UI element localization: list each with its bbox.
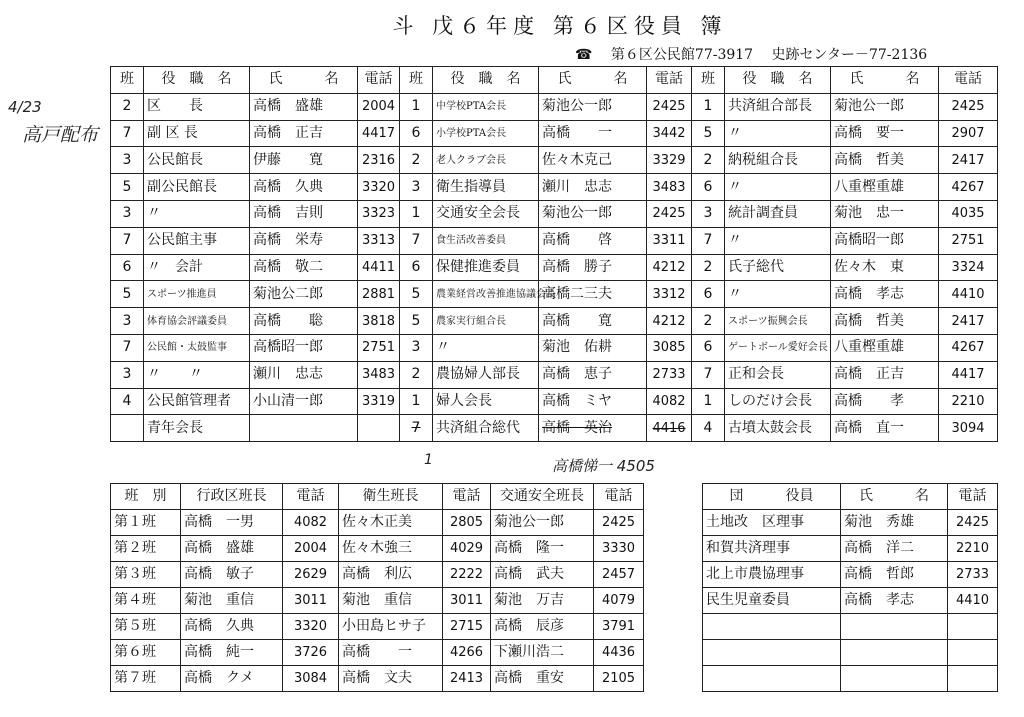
officer-cell: 5 — [400, 281, 433, 308]
officer-cell: 3313 — [358, 227, 400, 254]
han-leader-table — [110, 483, 644, 692]
officer-header-cell: 電話 — [939, 67, 998, 94]
officer-cell: 3818 — [358, 308, 400, 335]
group-cell: 4410 — [948, 588, 998, 614]
han-cell: 小田島ヒサ子 — [339, 614, 443, 640]
officer-cell: 7 — [692, 361, 725, 388]
han-cell: 高橋 利広 — [339, 562, 443, 588]
han-cell: 3726 — [283, 640, 339, 666]
officer-cell: 3324 — [939, 254, 998, 281]
officer-cell: 公民館管理者 — [144, 388, 250, 415]
officer-cell: 高橋 啓 — [539, 227, 647, 254]
officer-cell: 保健推進委員 — [433, 254, 539, 281]
officer-cell: 統計調査員 — [725, 200, 831, 227]
group-cell — [948, 640, 998, 666]
group-header-cell: 氏 名 — [841, 484, 948, 510]
officer-cell: 2210 — [939, 388, 998, 415]
officer-cell: 〃 — [725, 120, 831, 147]
officer-cell: 3483 — [647, 174, 692, 201]
officer-cell: 4212 — [647, 254, 692, 281]
officer-cell: 4417 — [358, 120, 400, 147]
han-cell: 2222 — [443, 562, 491, 588]
han-cell: 高橋 辰彦 — [491, 614, 594, 640]
han-cell: 高橋 隆一 — [491, 536, 594, 562]
officer-cell: 3323 — [358, 200, 400, 227]
officer-cell: 3 — [111, 147, 144, 174]
han-header-row — [111, 484, 644, 510]
group-cell — [703, 666, 841, 692]
officer-cell: 3319 — [358, 388, 400, 415]
officer-cell: 3085 — [647, 334, 692, 361]
officer-cell: 7 — [692, 227, 725, 254]
officer-cell: 6 — [692, 334, 725, 361]
group-cell: 土地改 区理事 — [703, 510, 841, 536]
officer-cell: 2 — [692, 308, 725, 335]
officer-cell: 3094 — [939, 415, 998, 442]
officer-cell: 菊池公一郎 — [539, 200, 647, 227]
han-row — [111, 640, 644, 666]
officer-cell: 4082 — [647, 388, 692, 415]
officer-cell: 〃 〃 — [144, 361, 250, 388]
officer-cell: 1 — [400, 93, 433, 120]
officer-row — [111, 147, 998, 174]
han-cell: 3320 — [283, 614, 339, 640]
officer-cell: 〃 — [725, 227, 831, 254]
officer-row — [111, 388, 998, 415]
officer-cell: 衛生指導員 — [433, 174, 539, 201]
officer-cell: 3 — [400, 174, 433, 201]
officer-cell: 公民館・太鼓監事 — [144, 334, 250, 361]
officer-cell: 4212 — [647, 308, 692, 335]
officer-cell: 4 — [692, 415, 725, 442]
han-cell: 第５班 — [111, 614, 181, 640]
group-cell: 2425 — [948, 510, 998, 536]
officer-cell: 2907 — [939, 120, 998, 147]
han-cell: 2457 — [594, 562, 644, 588]
officer-cell: 共済組合総代 — [433, 415, 539, 442]
han-cell: 菊池 重信 — [339, 588, 443, 614]
han-cell: 3011 — [283, 588, 339, 614]
officer-cell: 菊池公二郎 — [250, 281, 358, 308]
phone-line — [575, 44, 941, 64]
officer-cell: 副 区 長 — [144, 120, 250, 147]
officer-cell: 6 — [400, 254, 433, 281]
officer-cell: 区 長 — [144, 93, 250, 120]
officer-cell: 5 — [111, 174, 144, 201]
officer-cell: 高橋 久典 — [250, 174, 358, 201]
han-row — [111, 510, 644, 536]
handwritten-date: 4/23 — [8, 98, 42, 116]
officer-cell: 高橋 英治 — [539, 415, 647, 442]
officer-cell: 高橋 哲美 — [831, 147, 939, 174]
officer-row — [111, 120, 998, 147]
officer-cell: 4035 — [939, 200, 998, 227]
officer-cell: 6 — [692, 174, 725, 201]
officer-cell: 老人クラブ会長 — [433, 147, 539, 174]
officer-header-cell: 氏 名 — [250, 67, 358, 94]
officer-cell: 公民館長 — [144, 147, 250, 174]
officer-cell: 2751 — [939, 227, 998, 254]
officer-cell: 4267 — [939, 334, 998, 361]
officer-cell: 高橋 一 — [539, 120, 647, 147]
officer-cell: 高橋 要一 — [831, 120, 939, 147]
group-row — [703, 614, 998, 640]
group-cell — [948, 666, 998, 692]
officer-cell: 共済組合部長 — [725, 93, 831, 120]
han-cell: 菊池公一郎 — [491, 510, 594, 536]
officer-cell: 5 — [400, 308, 433, 335]
officer-cell: 3442 — [647, 120, 692, 147]
officer-cell: 納税組合長 — [725, 147, 831, 174]
han-cell: 2105 — [594, 666, 644, 692]
han-cell: 下瀬川浩二 — [491, 640, 594, 666]
officer-cell: 伊藤 寛 — [250, 147, 358, 174]
officer-cell: 2417 — [939, 147, 998, 174]
officer-cell: 佐々木 東 — [831, 254, 939, 281]
officer-cell: 高橋 孝志 — [831, 281, 939, 308]
officer-row — [111, 334, 998, 361]
group-header-cell: 団 役員 — [703, 484, 841, 510]
officer-cell: 6 — [400, 120, 433, 147]
officer-cell: 3483 — [358, 361, 400, 388]
officer-cell: 1 — [400, 200, 433, 227]
officer-cell: 菊池公一郎 — [831, 93, 939, 120]
officer-cell: 〃 — [725, 281, 831, 308]
officer-cell: 3311 — [647, 227, 692, 254]
officer-cell: 農家実行組合長 — [433, 308, 539, 335]
officer-cell: 2425 — [647, 200, 692, 227]
officer-cell: 公民館主事 — [144, 227, 250, 254]
han-cell: 菊池 万吉 — [491, 588, 594, 614]
han-cell: 2004 — [283, 536, 339, 562]
officer-cell: 4411 — [358, 254, 400, 281]
officer-cell: 青年会長 — [144, 415, 250, 442]
officer-cell: スポーツ振興会長 — [725, 308, 831, 335]
officer-header-cell: 班 — [400, 67, 433, 94]
officer-cell: 4410 — [939, 281, 998, 308]
officer-cell: 高橋 直一 — [831, 415, 939, 442]
officer-cell: 高橋 正吉 — [250, 120, 358, 147]
han-header-cell: 行政区班長 — [181, 484, 283, 510]
officer-cell: 3329 — [647, 147, 692, 174]
officer-cell: 1 — [400, 388, 433, 415]
han-row — [111, 588, 644, 614]
han-cell: 第４班 — [111, 588, 181, 614]
han-cell: 高橋 武夫 — [491, 562, 594, 588]
officer-cell: 食生活改善委員 — [433, 227, 539, 254]
han-cell: 高橋 クメ — [181, 666, 283, 692]
officer-row — [111, 93, 998, 120]
officer-cell: 2004 — [358, 93, 400, 120]
officer-header-cell: 班 — [111, 67, 144, 94]
officer-cell: 3 — [111, 308, 144, 335]
officer-cell: 菊池 佑耕 — [539, 334, 647, 361]
officer-cell: 2 — [400, 361, 433, 388]
officer-cell: 6 — [692, 281, 725, 308]
han-cell: 高橋 一 — [339, 640, 443, 666]
handwritten-correction: 高橋悌一 4505 — [552, 457, 655, 475]
officer-cell: 4416 — [647, 415, 692, 442]
han-row — [111, 536, 644, 562]
officer-cell — [250, 415, 358, 442]
han-header-cell: 電話 — [594, 484, 644, 510]
officer-row — [111, 227, 998, 254]
officer-cell: 古墳太鼓会長 — [725, 415, 831, 442]
han-cell: 4079 — [594, 588, 644, 614]
officer-cell: 2 — [692, 147, 725, 174]
officer-header-row — [111, 67, 998, 94]
group-row — [703, 588, 998, 614]
group-cell — [841, 666, 948, 692]
officer-cell: 小学校PTA会長 — [433, 120, 539, 147]
officer-header-cell: 役 職 名 — [725, 67, 831, 94]
han-header-cell: 交通安全班長 — [491, 484, 594, 510]
group-cell: 2210 — [948, 536, 998, 562]
officer-cell: 〃 — [725, 174, 831, 201]
officer-cell: 氏子総代 — [725, 254, 831, 281]
group-cell: 和賀共済理事 — [703, 536, 841, 562]
officer-row — [111, 308, 998, 335]
group-header-cell: 電話 — [948, 484, 998, 510]
officer-row — [111, 415, 998, 442]
officer-cell: 高橋 吉則 — [250, 200, 358, 227]
officer-cell: 〃 — [144, 200, 250, 227]
kominkan-phone: 第６区公民館77-3917 — [610, 47, 754, 63]
officer-cell: 中学校PTA会長 — [433, 93, 539, 120]
officer-cell: 5 — [111, 281, 144, 308]
officer-cell: 3312 — [647, 281, 692, 308]
officer-cell: 副公民館長 — [144, 174, 250, 201]
officer-cell: 3320 — [358, 174, 400, 201]
han-row — [111, 666, 644, 692]
officer-table — [110, 66, 998, 442]
officer-cell: 3 — [400, 334, 433, 361]
officer-cell: 高橋 ミヤ — [539, 388, 647, 415]
officer-cell: 2 — [400, 147, 433, 174]
officer-cell: 八重樫重雄 — [831, 334, 939, 361]
officer-cell: 2751 — [358, 334, 400, 361]
officer-header-cell: 電話 — [647, 67, 692, 94]
han-header-cell: 電話 — [283, 484, 339, 510]
officer-cell — [358, 415, 400, 442]
officer-cell: 2 — [692, 254, 725, 281]
han-cell: 2629 — [283, 562, 339, 588]
group-header-row — [703, 484, 998, 510]
group-row — [703, 640, 998, 666]
officer-cell: 高橋 敬二 — [250, 254, 358, 281]
officer-cell: 婦人会長 — [433, 388, 539, 415]
group-cell: 高橋 洋二 — [841, 536, 948, 562]
officer-cell: 7 — [111, 120, 144, 147]
han-cell: 4082 — [283, 510, 339, 536]
han-cell: 高橋 重安 — [491, 666, 594, 692]
page-title: 斗 戊６年度 第６区役員 簿 — [392, 14, 728, 38]
group-cell — [841, 614, 948, 640]
han-cell: 4436 — [594, 640, 644, 666]
telephone-icon: ☎ — [575, 47, 593, 63]
officer-cell: 高橋 寛 — [539, 308, 647, 335]
han-cell: 高橋 純一 — [181, 640, 283, 666]
officer-cell: 瀬川 忠志 — [539, 174, 647, 201]
han-cell: 第３班 — [111, 562, 181, 588]
officer-cell: 八重樫重雄 — [831, 174, 939, 201]
officer-cell: 高橋二三夫 — [539, 281, 647, 308]
han-cell: 3791 — [594, 614, 644, 640]
group-cell: 2733 — [948, 562, 998, 588]
officer-cell: ゲートボール愛好会長 — [725, 334, 831, 361]
han-cell: 菊池 重信 — [181, 588, 283, 614]
officer-cell: 2417 — [939, 308, 998, 335]
han-cell: 第１班 — [111, 510, 181, 536]
han-cell: 高橋 久典 — [181, 614, 283, 640]
han-cell: 高橋 敏子 — [181, 562, 283, 588]
han-cell: 第６班 — [111, 640, 181, 666]
officer-header-cell: 班 — [692, 67, 725, 94]
officer-cell: 3 — [111, 361, 144, 388]
officer-cell: スポーツ推進員 — [144, 281, 250, 308]
han-cell: 高橋 文夫 — [339, 666, 443, 692]
group-cell — [948, 614, 998, 640]
officer-cell: 3 — [111, 200, 144, 227]
officer-row — [111, 281, 998, 308]
officer-cell: 2425 — [647, 93, 692, 120]
group-row — [703, 562, 998, 588]
officer-cell: 瀬川 忠志 — [250, 361, 358, 388]
han-cell: 3330 — [594, 536, 644, 562]
group-cell: 高橋 哲郎 — [841, 562, 948, 588]
officer-row — [111, 254, 998, 281]
officer-cell: 2316 — [358, 147, 400, 174]
officer-cell: 交通安全会長 — [433, 200, 539, 227]
officer-cell: 〃 — [433, 334, 539, 361]
officer-cell: 高橋 哲美 — [831, 308, 939, 335]
group-row — [703, 536, 998, 562]
han-row — [111, 562, 644, 588]
officer-cell: 農業経営改善推進協議会長 — [433, 281, 539, 308]
shiseki-center-phone: 史跡センター－77-2136 — [771, 47, 928, 63]
officer-cell: 5 — [692, 120, 725, 147]
officer-row — [111, 200, 998, 227]
officer-header-cell: 氏 名 — [831, 67, 939, 94]
han-cell: 2425 — [594, 510, 644, 536]
han-cell: 第２班 — [111, 536, 181, 562]
officer-cell: 6 — [111, 254, 144, 281]
officer-row — [111, 361, 998, 388]
han-cell: 2805 — [443, 510, 491, 536]
han-header-cell: 電話 — [443, 484, 491, 510]
han-cell: 佐々木強三 — [339, 536, 443, 562]
officer-cell: 菊池公一郎 — [539, 93, 647, 120]
handwritten-mark: 1 — [424, 452, 433, 468]
han-cell: 2413 — [443, 666, 491, 692]
officer-header-cell: 役 職 名 — [433, 67, 539, 94]
han-header-cell: 衛生班長 — [339, 484, 443, 510]
officer-cell: 3 — [692, 200, 725, 227]
handwritten-distribution-note: 高戸配布 — [22, 124, 99, 146]
han-cell: 第７班 — [111, 666, 181, 692]
group-cell — [841, 640, 948, 666]
officer-cell: 高橋 孝 — [831, 388, 939, 415]
officer-cell: 7 — [111, 227, 144, 254]
group-cell: 高橋 孝志 — [841, 588, 948, 614]
han-cell: 3084 — [283, 666, 339, 692]
han-cell: 4029 — [443, 536, 491, 562]
han-cell: 佐々木正美 — [339, 510, 443, 536]
officer-cell: 1 — [692, 388, 725, 415]
officer-header-cell: 役 職 名 — [144, 67, 250, 94]
officer-cell: 佐々木克己 — [539, 147, 647, 174]
officer-row — [111, 174, 998, 201]
officer-cell: 2 — [111, 93, 144, 120]
group-cell: 民生児童委員 — [703, 588, 841, 614]
officer-cell: 7 — [111, 334, 144, 361]
officer-cell: 高橋 正吉 — [831, 361, 939, 388]
officer-cell: 高橋 栄寿 — [250, 227, 358, 254]
officer-cell: 2425 — [939, 93, 998, 120]
officer-header-cell: 電話 — [358, 67, 400, 94]
han-cell: 2715 — [443, 614, 491, 640]
officer-cell: 体育協会評議委員 — [144, 308, 250, 335]
han-cell: 3011 — [443, 588, 491, 614]
group-cell: 菊池 秀雄 — [841, 510, 948, 536]
officer-cell: 高橋 聡 — [250, 308, 358, 335]
han-cell: 4266 — [443, 640, 491, 666]
officer-cell: 1 — [692, 93, 725, 120]
officer-cell: 2881 — [358, 281, 400, 308]
officer-cell: 4267 — [939, 174, 998, 201]
officer-cell: 正和会長 — [725, 361, 831, 388]
officer-cell: 高橋 盛雄 — [250, 93, 358, 120]
officer-cell: 農協婦人部長 — [433, 361, 539, 388]
officer-cell: 4 — [111, 388, 144, 415]
group-cell — [703, 614, 841, 640]
officer-cell: 2733 — [647, 361, 692, 388]
officer-cell: しのだけ会長 — [725, 388, 831, 415]
han-header-cell: 班 別 — [111, 484, 181, 510]
group-row — [703, 666, 998, 692]
officer-cell — [111, 415, 144, 442]
group-cell — [703, 640, 841, 666]
officer-cell: 〃 会計 — [144, 254, 250, 281]
officer-cell: 高橋 勝子 — [539, 254, 647, 281]
han-row — [111, 614, 644, 640]
group-officer-table — [702, 483, 998, 692]
officer-cell: 高橋 恵子 — [539, 361, 647, 388]
officer-cell: 7 — [400, 415, 433, 442]
officer-cell: 小山清一郎 — [250, 388, 358, 415]
han-cell: 高橋 一男 — [181, 510, 283, 536]
officer-cell: 高橋昭一郎 — [831, 227, 939, 254]
officer-cell: 4417 — [939, 361, 998, 388]
officer-cell: 7 — [400, 227, 433, 254]
officer-cell: 高橋昭一郎 — [250, 334, 358, 361]
han-cell: 高橋 盛雄 — [181, 536, 283, 562]
officer-header-cell: 氏 名 — [539, 67, 647, 94]
officer-cell: 菊池 忠一 — [831, 200, 939, 227]
group-cell: 北上市農協理事 — [703, 562, 841, 588]
group-row — [703, 510, 998, 536]
